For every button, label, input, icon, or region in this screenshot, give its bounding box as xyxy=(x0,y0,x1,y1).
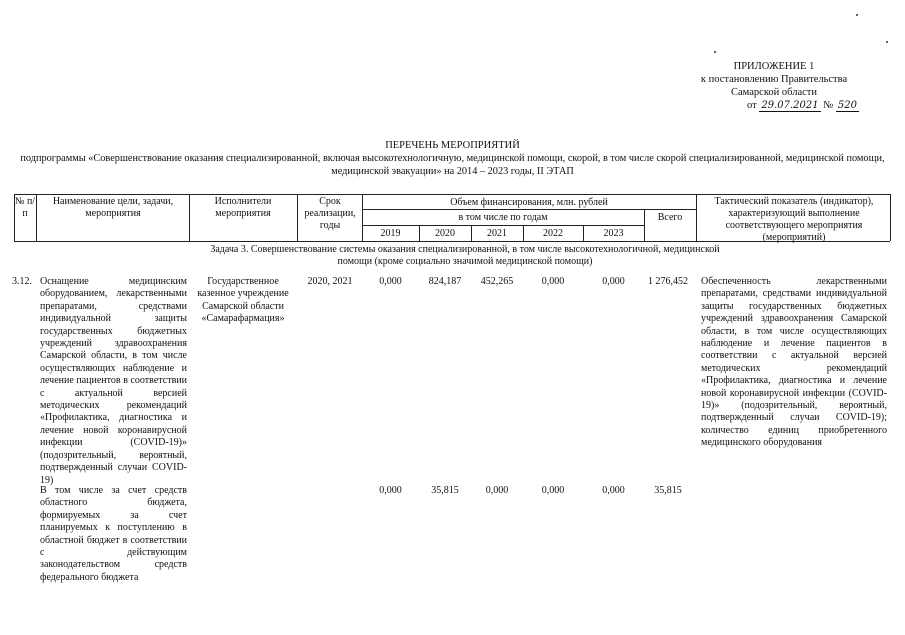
document-title: ПЕРЕЧЕНЬ МЕРОПРИЯТИЙ xyxy=(385,140,520,151)
table-top-border xyxy=(14,194,890,195)
col-divider-2 xyxy=(189,194,190,241)
subrow-total: 35,815 xyxy=(654,485,682,496)
number-prefix: № xyxy=(823,100,834,111)
subrow-value-2019: 0,000 xyxy=(379,485,402,496)
scan-speck xyxy=(886,41,888,43)
header-year-2020: 2020 xyxy=(435,228,455,239)
subrow-value-2020: 35,815 xyxy=(431,485,459,496)
col-divider-indicator xyxy=(696,194,697,241)
row-value-2021: 452,265 xyxy=(480,276,514,287)
header-funding: Объем финансирования, млн. рублей xyxy=(450,197,608,208)
row-value-2020: 824,187 xyxy=(428,276,462,287)
row-executor: Государственное казенное учреждение Самарской области «Самарафармация» xyxy=(197,276,289,325)
scan-speck xyxy=(714,51,716,53)
header-total: Всего xyxy=(657,212,683,223)
subrow-value-2022: 0,000 xyxy=(541,485,565,496)
row-value-2019: 0,000 xyxy=(379,276,402,287)
header-name: Наименование цели, задачи, мероприятия xyxy=(52,196,174,219)
header-num: № п/п xyxy=(14,196,36,219)
table-right-border xyxy=(890,194,891,241)
years-header-divider xyxy=(362,225,644,226)
task-heading: Задача 3. Совершенствование системы оказания специализированной, в том числе высокотехнологичной, медицинской помощи (кроме социально значимой медицинской помощи) xyxy=(210,244,720,267)
row-number: 3.12. xyxy=(12,276,32,287)
row-name: Оснащение медицинским оборудованием, лекарственными препаратами, средствами индивидуальной защиты государственных бюджетных учреждений здравоохранения Самарской области, в том числе осуществляющих наблюдение и лечение пациентов в соответствии с актуальной версией методических рекомендаций «Профилактика, диагностика и лечение новой коронавирусной инфекции (COVID-19)» (подозрительный, вероятный, подтвержденный случаи COVID-19) xyxy=(40,276,187,486)
row-value-2023: 0,000 xyxy=(602,276,625,287)
header-year-2021: 2021 xyxy=(487,228,507,239)
header-indicator: Тактический показатель (индикатор), характеризующий выполнение соответствующего мероприятия (мероприятий) xyxy=(714,196,874,243)
handwritten-number: 520 xyxy=(837,100,857,111)
appendix-line2: к постановлению Правительства xyxy=(700,74,848,85)
header-by-years: в том числе по годам xyxy=(458,212,548,223)
subrow-value-2021: 0,000 xyxy=(485,485,509,496)
document-subtitle: подпрограммы «Совершенствование оказания специализированной, включая высокотехнологичную, медицинской помощи, скорой, в том числе скорой специализированной, медицинской помощи, медицинской эвакуации» на 2014 – 2023 годы, II ЭТАП xyxy=(20,153,885,177)
appendix-block xyxy=(689,60,859,112)
header-year-2023: 2023 xyxy=(603,228,624,239)
header-term: Срок реализации, годы xyxy=(304,196,356,231)
appendix-line3: Самарской области xyxy=(731,87,817,98)
appendix-signature-line xyxy=(689,99,859,112)
row-total: 1 276,452 xyxy=(648,276,688,287)
header-year-2022: 2022 xyxy=(543,228,563,239)
header-executors: Исполнители мероприятия xyxy=(214,196,272,219)
appendix-title: ПРИЛОЖЕНИЕ 1 xyxy=(733,61,815,72)
subrow-name: В том числе за счет средств областного бюджета, формируемых за счет планируемых к поступлению в областной бюджет в соответствии с действующим законодательством средств федерального бюджета xyxy=(40,485,187,583)
row-value-2022: 0,000 xyxy=(541,276,565,287)
row-indicator: Обеспеченность лекарственными препаратами, средствами индивидуальной защиты государственных бюджетных учреждений здравоохранения Самарской области, в том числе осуществляющих наблюдение и лечение пациентов в соответствии с актуальной версией методических рекомендаций «Профилактика, диагностика и лечение новой коронавирусной инфекции (COVID-19)» (подозрительный, вероятный, подтвержденный случаи COVID-19); количество единиц приобретенного медицинского оборудования xyxy=(701,276,887,449)
funding-header-divider xyxy=(362,209,696,210)
col-divider-1 xyxy=(36,194,37,241)
scan-speck xyxy=(856,14,858,16)
handwritten-date: 29.07.2021 xyxy=(761,100,819,111)
subrow-value-2023: 0,000 xyxy=(602,485,625,496)
row-term: 2020, 2021 xyxy=(307,276,353,287)
header-year-2019: 2019 xyxy=(380,228,401,239)
date-prefix: от xyxy=(747,100,757,111)
